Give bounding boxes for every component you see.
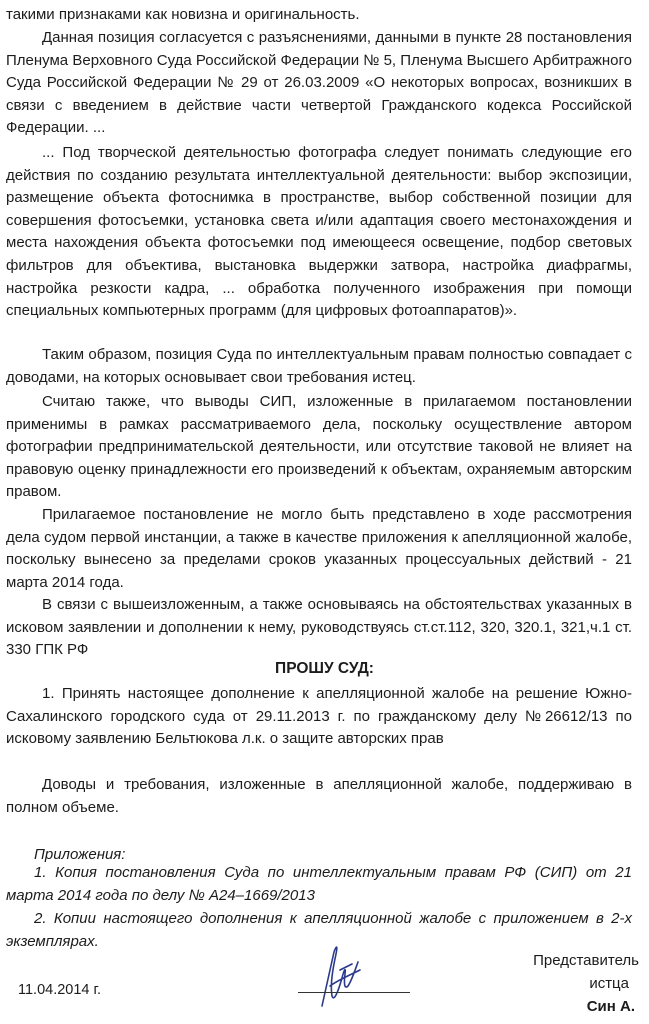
appendix-title: Приложения: (34, 846, 126, 863)
paragraph-plenum-reference: Данная позиция согласуется с разъяснениями, данными в пункте 28 постановления Пленума Верховного Суда Российской Федерации № 5, Пленума Высшего Арбитражного Суда Российской Федерации № 29 от 26.03.2009 «О некоторых вопросах, возникших в связи с введением в действие части четвертой Гражданского кодекса Российской Федерации. ... (6, 29, 632, 137)
signature-image (300, 940, 370, 1010)
representative-role: истца (589, 975, 629, 992)
representative-title: Представитель (533, 952, 639, 969)
representative-name: Син А. (586, 998, 635, 1015)
paragraph-sip-conclusions: Считаю также, что выводы СИП, изложенные в прилагаемом постановлении применимы в рамках рассматриваемого дела, поскольку осуществление автором фотографии предпринимательской деятельности, или отсутствие таковой не влияет на правовую оценку принадлежности его произведений к объектам, охраняемым авторским правом. (6, 393, 632, 501)
appendix-item-2: 2. Копии настоящего дополнения к апелляционной жалобе с приложением в 2-х экземплярах. (6, 910, 632, 950)
paragraph-resolution-timing: Прилагаемое постановление не могло быть представлено в ходе рассмотрения дела судом первой инстанции, а также в качестве приложения к апелляционной жалобе, поскольку вынесено за пределами сроков указанных процессуальных действий - 21 марта 2014 года. (6, 506, 632, 591)
signature-line (298, 992, 410, 993)
paragraph-photographer-activity: ... Под творческой деятельностью фотографа следует понимать следующие его действия по созданию результата интеллектуальной деятельности: выбор экспозиции, размещение объекта фотоснимка в пространстве, выбор собственной позиции для совершения фотосъемки, установка света и/или адаптация своего местонахождения и места нахождения объекта фотосъемки под имеющееся освещение, подбор световых фильтров для объектива, выстановка выдержки затвора, настройка диафрагмы, настройка резкости кадра, ... обработка полученного изображения при помощи специальных компьютерных программ (для цифровых фотоаппаратов)». (6, 144, 632, 320)
request-heading: ПРОШУ СУД: (275, 660, 374, 677)
request-item-1: 1. Принять настоящее дополнение к апелляционной жалобе на решение Южно-Сахалинского городского суда от 29.11.2013 г. по гражданскому делу №26612/13 по исковому заявлению Бельтюкова л.к. о защите авторских прав (6, 685, 632, 748)
support-statement: Доводы и требования, изложенные в апелляционной жалобе, поддерживаю в полном объеме. (6, 776, 632, 816)
paragraph-intro-tail: такими признаками как новизна и оригинальность. (6, 6, 360, 23)
paragraph-legal-basis: В связи с вышеизложенным, а также основываясь на обстоятельствах указанных в исковом заявлении и дополнении к нему, руководствуясь ст.ст.112, 320, 320.1, 321,ч.1 ст. 330 ГПК РФ (6, 596, 632, 659)
document-date: 11.04.2014 г. (18, 982, 102, 998)
appendix-item-1: 1. Копия постановления Суда по интеллектуальным правам РФ (СИП) от 21 марта 2014 года по делу № А24–1669/2013 (6, 864, 632, 904)
paragraph-court-position: Таким образом, позиция Суда по интеллектуальным правам полностью совпадает с доводами, на которых основывает свои требования истец. (6, 346, 632, 386)
